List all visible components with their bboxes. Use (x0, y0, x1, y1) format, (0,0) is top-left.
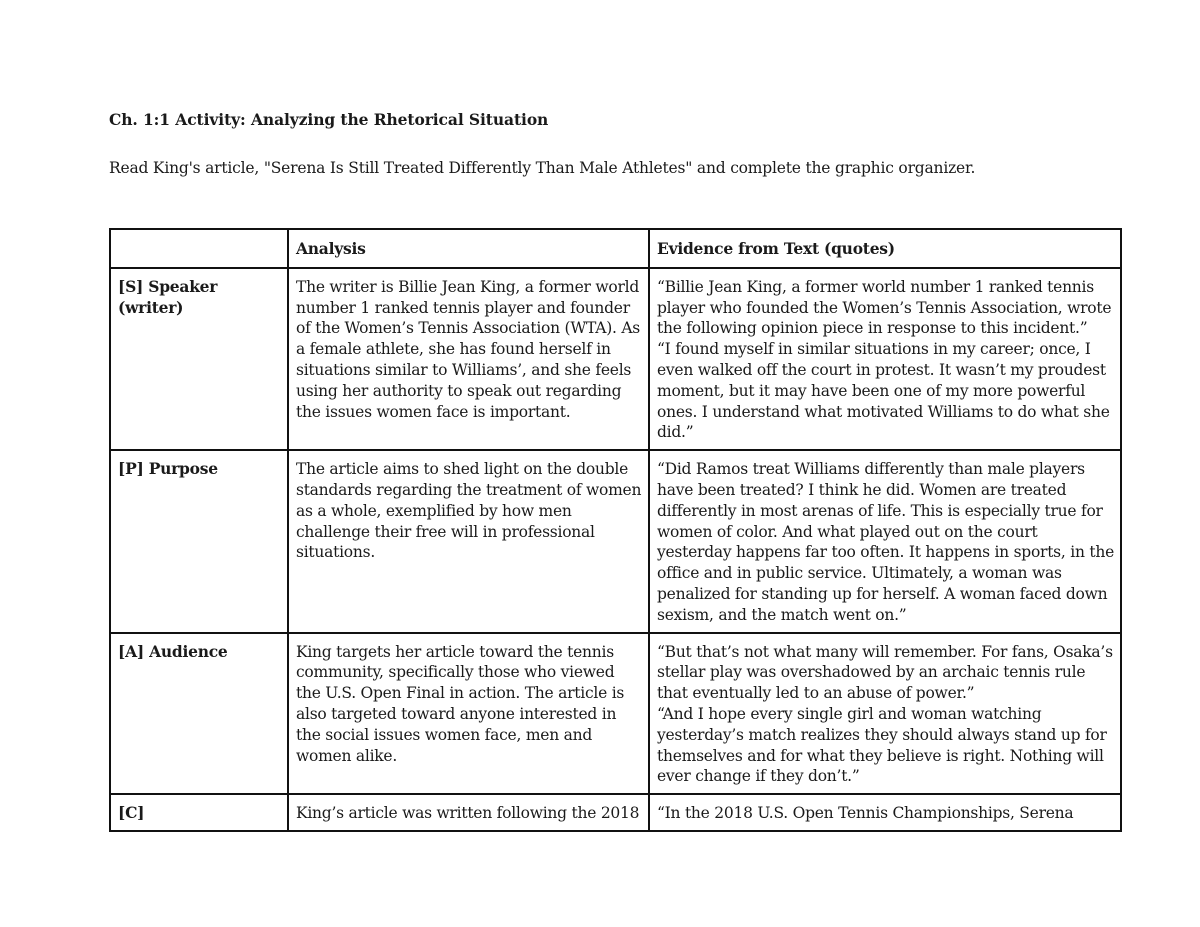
analysis-cell-context: King’s article was written following the 2018 (288, 794, 649, 831)
evidence-cell-audience (649, 633, 1121, 795)
table-row-speaker (110, 268, 1121, 450)
header-cell-evidence: Evidence from Text (quotes) (649, 229, 1121, 268)
table-header-row (110, 229, 1121, 268)
evidence-quote: “And I hope every single girl and woman watching yesterday’s match realizes they should always stand up for themselves and for what they believe is right. Nothing will ever change if they don’t.” (657, 704, 1107, 786)
row-label-audience: [A] Audience (110, 633, 288, 795)
table-row-audience (110, 633, 1121, 795)
evidence-quote: “I found myself in similar situations in my career; once, I even walked off the court in protest. It wasn’t my proudest moment, but it may have been one of my more powerful ones. I understand what motivated Williams to do what she did.” (657, 340, 1110, 442)
evidence-quote: “Did Ramos treat Williams differently than male players have been treated? I think he did. Women are treated differently in most arenas of life. This is especially true for women of color. And what played out on the court yesterday happens far too often. It happens in sports, in the office and in public service. Ultimately, a woman was penalized for standing up for herself. A woman faced down sexism, and the match went on.” (657, 460, 1114, 624)
evidence-cell-context (649, 794, 1121, 831)
row-label-purpose: [P] Purpose (110, 450, 288, 632)
evidence-quote: “In the 2018 U.S. Open Tennis Championships, Serena (657, 804, 1074, 823)
header-cell-blank (110, 229, 288, 268)
evidence-cell-purpose (649, 450, 1121, 632)
row-label-context: [C] (110, 794, 288, 831)
analysis-cell-speaker: The writer is Billie Jean King, a former world number 1 ranked tennis player and founder of the Women’s Tennis Association (WTA). As a female athlete, she has found herself in situations similar to Williams’, and she feels using her authority to speak out regarding the issues women face is important. (288, 268, 649, 450)
analysis-cell-audience: King targets her article toward the tennis community, specifically those who viewed the U.S. Open Final in action. The article is also targeted toward anyone interested in the social issues women face, men and women alike. (288, 633, 649, 795)
table-row-purpose (110, 450, 1121, 632)
header-cell-analysis: Analysis (288, 229, 649, 268)
evidence-quote: “Billie Jean King, a former world number 1 ranked tennis player who founded the Women’s Tennis Association, wrote the following opinion piece in response to this incident.” (657, 277, 1112, 338)
evidence-cell-speaker (649, 268, 1121, 450)
instructions-text: Read King's article, "Serena Is Still Treated Differently Than Male Athletes" and complete the graphic organizer. (109, 159, 976, 177)
evidence-quote: “But that’s not what many will remember. For fans, Osaka’s stellar play was overshadowed by an archaic tennis rule that eventually led to an abuse of power.” (657, 642, 1113, 703)
row-label-speaker: [S] Speaker (writer) (110, 268, 288, 450)
page-title: Ch. 1:1 Activity: Analyzing the Rhetorical Situation (109, 110, 549, 129)
analysis-cell-purpose: The article aims to shed light on the double standards regarding the treatment of women as a whole, exemplified by how men challenge their free will in professional situations. (288, 450, 649, 632)
graphic-organizer-table (109, 228, 1122, 832)
table-row-context (110, 794, 1121, 831)
